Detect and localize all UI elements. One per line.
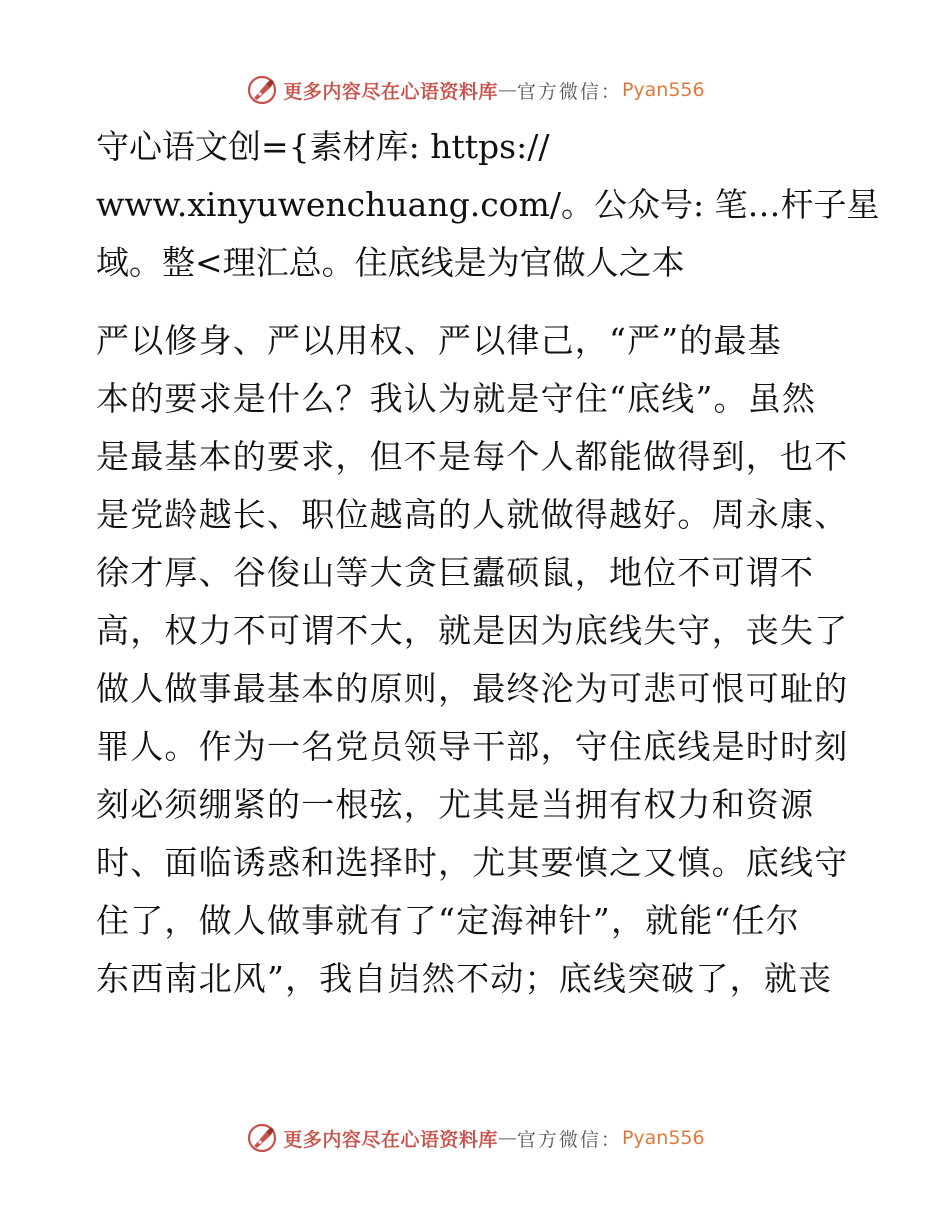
banner-separator: — [497,1127,517,1149]
text-line: 守心语文创={素材库: https:// [96,127,550,166]
pen-nib-icon [245,73,279,107]
banner-main-text: 更多内容尽在心语资料库 [283,80,498,103]
intro-paragraph [96,118,880,292]
banner-wechat-id: Pyan556 [621,1127,705,1149]
text-line: 本的要求是什么？我认为就是守住“底线”。虽然 [96,379,817,418]
text-line: 住了，做人做事就有了“定海神针”，就能“任尔 [96,901,801,940]
text-line: 刻必须绷紧的一根弦，尤其是当拥有权力和资源 [96,785,815,824]
body-paragraph [96,312,856,1008]
text-line: 时、面临诱惑和选择时，尤其要慎之又慎。底线守 [96,843,849,882]
banner-official-label: 官方微信： [516,80,622,103]
text-line: 罪人。作为一名党员领导干部，守住底线是时时刻 [96,727,849,766]
text-line: 高，权力不可谓不大，就是因为底线失守，丧失了 [96,611,849,650]
footer-banner [0,1118,950,1158]
text-line: 域。整<理汇总。住底线是为官做人之本 [96,243,685,282]
banner-official-label: 官方微信： [516,1128,622,1151]
text-line: 是党龄越长、职位越高的人就做得越好。周永康、 [96,495,849,534]
text-line: 东西南北风”，我自岿然不动；底线突破了，就丧 [96,959,833,998]
banner-main-text: 更多内容尽在心语资料库 [283,1128,498,1151]
text-line: 严以修身、严以用权、严以律己，“严”的最基 [96,321,782,360]
text-line: 徐才厚、谷俊山等大贪巨蠹硕鼠，地位不可谓不 [96,553,815,592]
text-line: www.xinyuwenchuang.com/。公众号: 笔…杆子星 [96,185,880,224]
banner-separator: — [497,79,517,101]
banner-wechat-id: Pyan556 [621,79,705,101]
text-line: 是最基本的要求，但不是每个人都能做得到，也不 [96,437,849,476]
header-banner [0,70,950,110]
pen-nib-icon [245,1121,279,1155]
text-line: 做人做事最基本的原则，最终沦为可悲可恨可耻的 [96,669,849,708]
